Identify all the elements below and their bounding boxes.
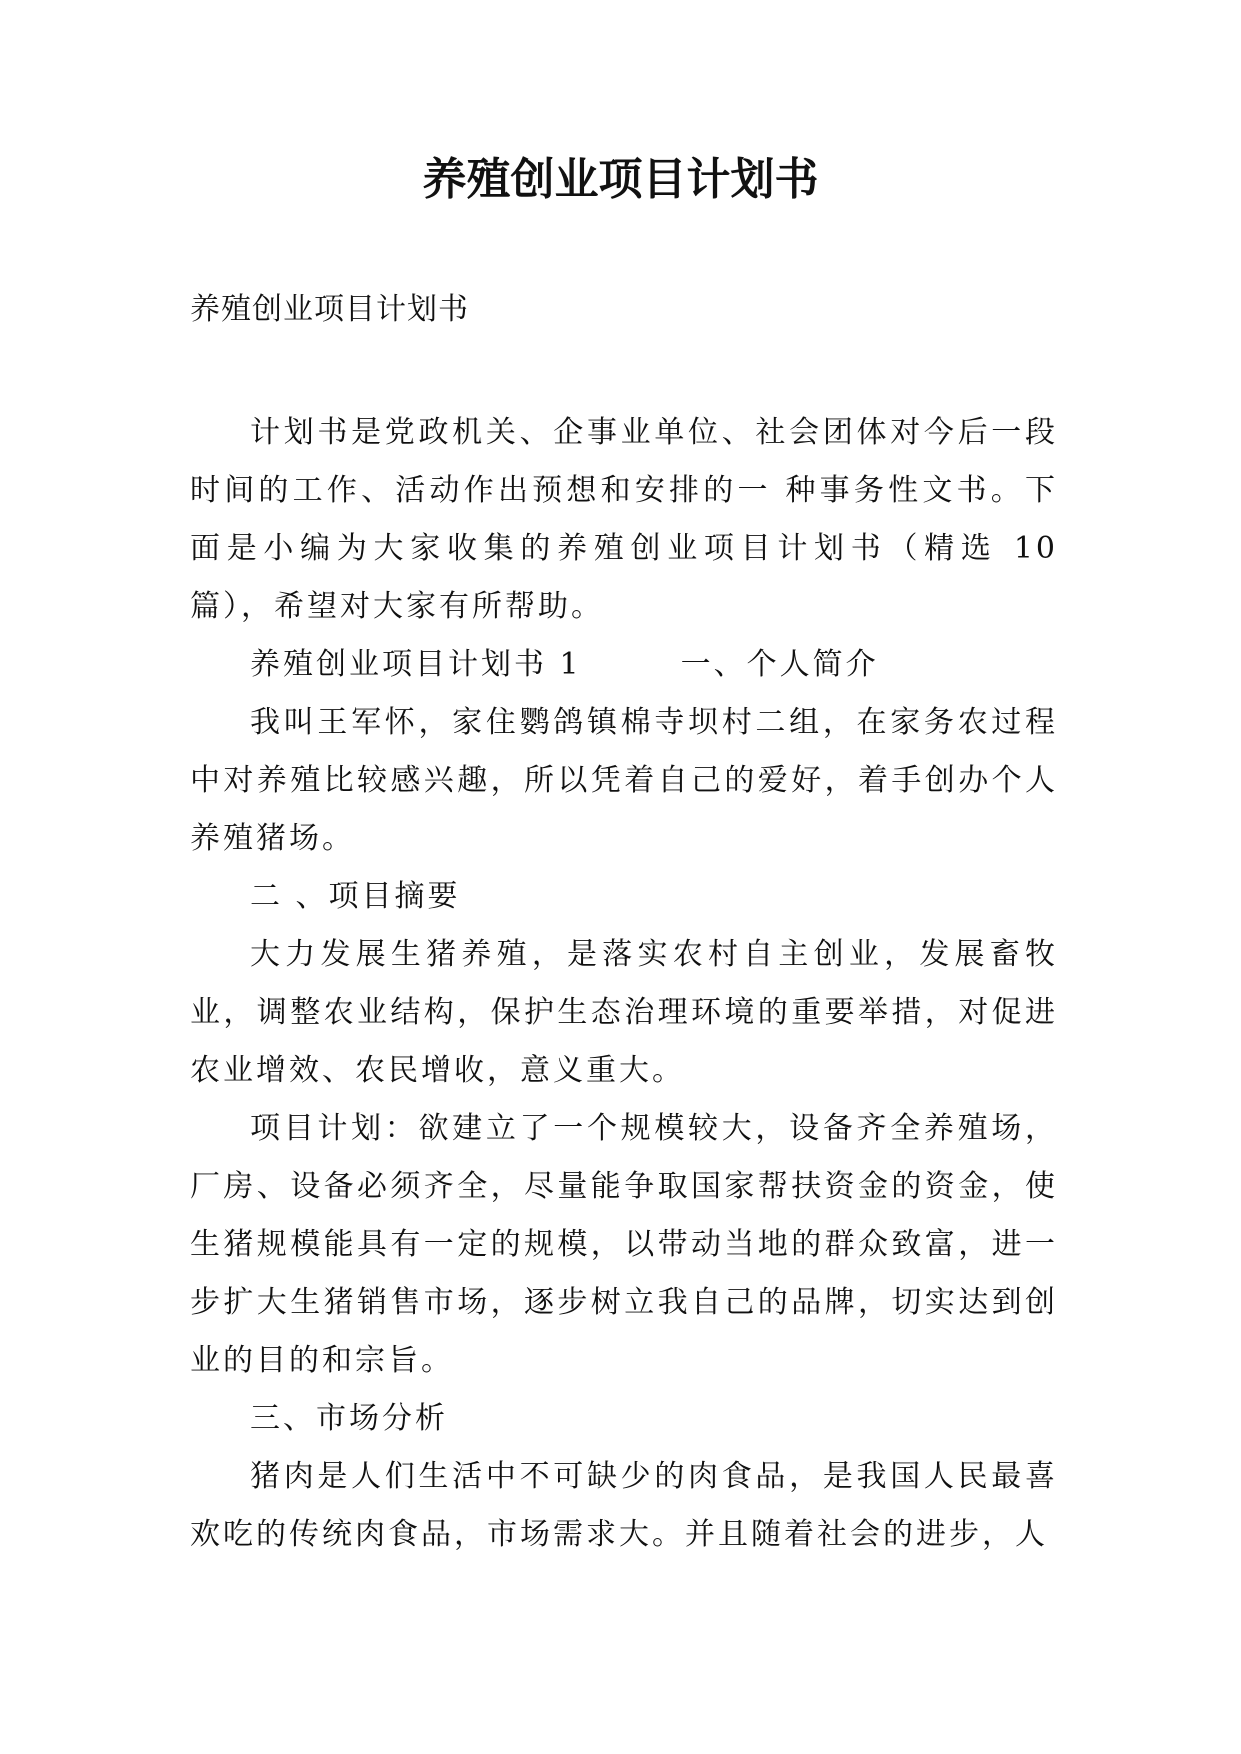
personal-intro-paragraph: 我叫王军怀，家住鹦鸽镇棉寺坝村二组，在家务农过程中对养殖比较感兴趣，所以凭着自己的爱好，着手创办个人养殖猪场。 bbox=[190, 705, 1058, 856]
document-title: 养殖创业项目计划书 bbox=[422, 154, 819, 205]
intro-paragraph: 计划书是党政机关、企事业单位、社会团体对今后一段时间的工作、活动作出预想和安排的一 种事务性文书。下面是小编为大家收集的养殖创业项目计划书（精选 10 篇），希望对大家有所帮助。 bbox=[190, 415, 1058, 624]
section-heading-summary: 二 、项目摘要 bbox=[250, 879, 461, 914]
summary-paragraph: 大力发展生猪养殖，是落实农村自主创业，发展畜牧业，调整农业结构，保护生态治理环境的重要举措，对促进农业增效、农民增收，意义重大。 bbox=[190, 937, 1058, 1088]
section-heading-market: 三、市场分析 bbox=[250, 1401, 448, 1436]
market-paragraph: 猪肉是人们生活中不可缺少的肉食品，是我国人民最喜欢吃的传统肉食品，市场需求大。并且随着社会的进步，人 bbox=[190, 1459, 1058, 1552]
document-body bbox=[190, 404, 1058, 1564]
section-heading-plan-1: 养殖创业项目计划书 1 一、个人简介 bbox=[250, 647, 879, 682]
project-plan-paragraph: 项目计划：欲建立了一个规模较大，设备齐全养殖场，厂房、设备必须齐全，尽量能争取国家帮扶资金的资金，使生猪规模能具有一定的规模，以带动当地的群众致富，进一步扩大生猪销售市场，逐步树立我自己的品牌，切实达到创业的目的和宗旨。 bbox=[190, 1111, 1058, 1378]
document-subtitle: 养殖创业项目计划书 bbox=[190, 292, 469, 327]
